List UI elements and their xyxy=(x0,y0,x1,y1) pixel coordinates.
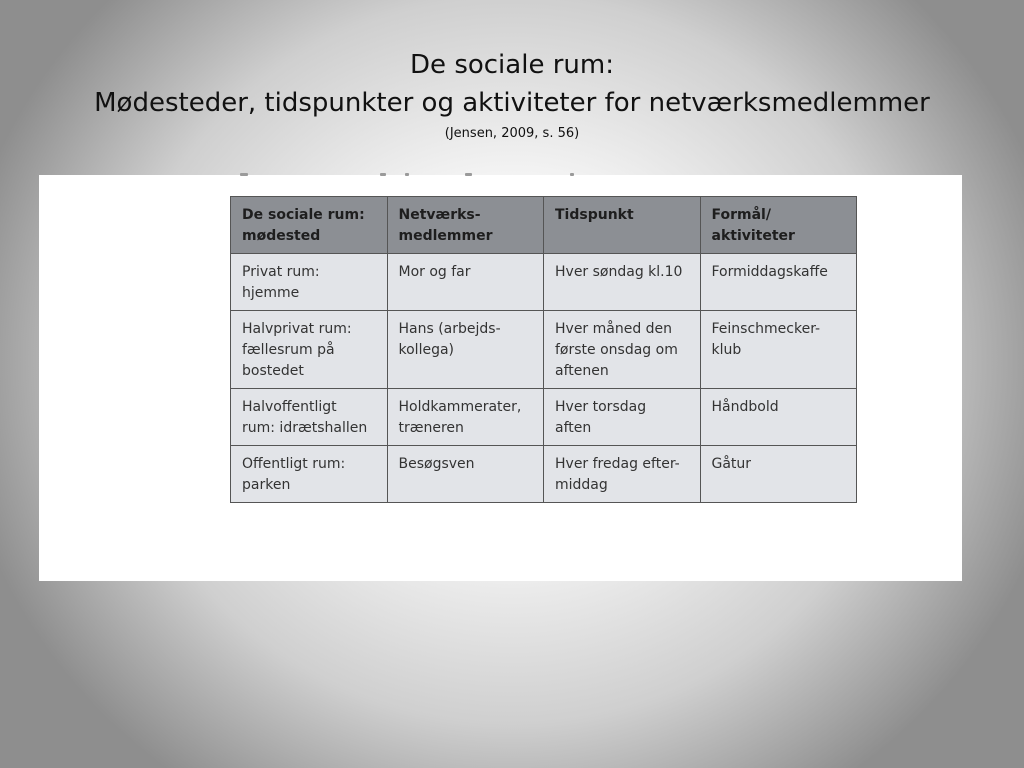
table-cell: Halvprivat rum: fællesrum på bostedet xyxy=(231,311,388,389)
table-cell: Privat rum: hjemme xyxy=(231,254,388,311)
table-row xyxy=(231,311,857,389)
table-cell: Hver måned den første onsdag om aftenen xyxy=(544,311,701,389)
table-cell: Offentligt rum: parken xyxy=(231,446,388,503)
table-cell: Mor og far xyxy=(387,254,544,311)
table-cell: Formiddagskaffe xyxy=(700,254,857,311)
slide-subtitle: Mødesteder, tidspunkter og aktiviteter for netværksmedlemmer xyxy=(94,88,930,118)
table-row xyxy=(231,389,857,446)
table-cell: Halvoffentligt rum: idrætshallen xyxy=(231,389,388,446)
table-row xyxy=(231,446,857,503)
header-cell: Netværks- medlemmer xyxy=(387,197,544,254)
table-cell: Hver torsdag aften xyxy=(544,389,701,446)
slide-title: De sociale rum: xyxy=(410,50,614,80)
header-cell: Formål/ aktiviteter xyxy=(700,197,857,254)
table-cell: Holdkammerater, træneren xyxy=(387,389,544,446)
table-row xyxy=(231,254,857,311)
cropped-caption-remnant xyxy=(230,166,610,178)
table-cell: Hans (arbejds- kollega) xyxy=(387,311,544,389)
citation: (Jensen, 2009, s. 56) xyxy=(444,126,580,141)
social-spaces-table xyxy=(230,196,857,503)
table-cell: Feinschmecker- klub xyxy=(700,311,857,389)
slide-title-block xyxy=(0,46,1024,144)
table-cell: Gåtur xyxy=(700,446,857,503)
table-cell: Besøgsven xyxy=(387,446,544,503)
header-cell: De sociale rum: mødested xyxy=(231,197,388,254)
table-cell: Hver søndag kl.10 xyxy=(544,254,701,311)
table-cell: Håndbold xyxy=(700,389,857,446)
table-cell: Hver fredag efter- middag xyxy=(544,446,701,503)
header-cell: Tidspunkt xyxy=(544,197,701,254)
table-header-row xyxy=(231,197,857,254)
